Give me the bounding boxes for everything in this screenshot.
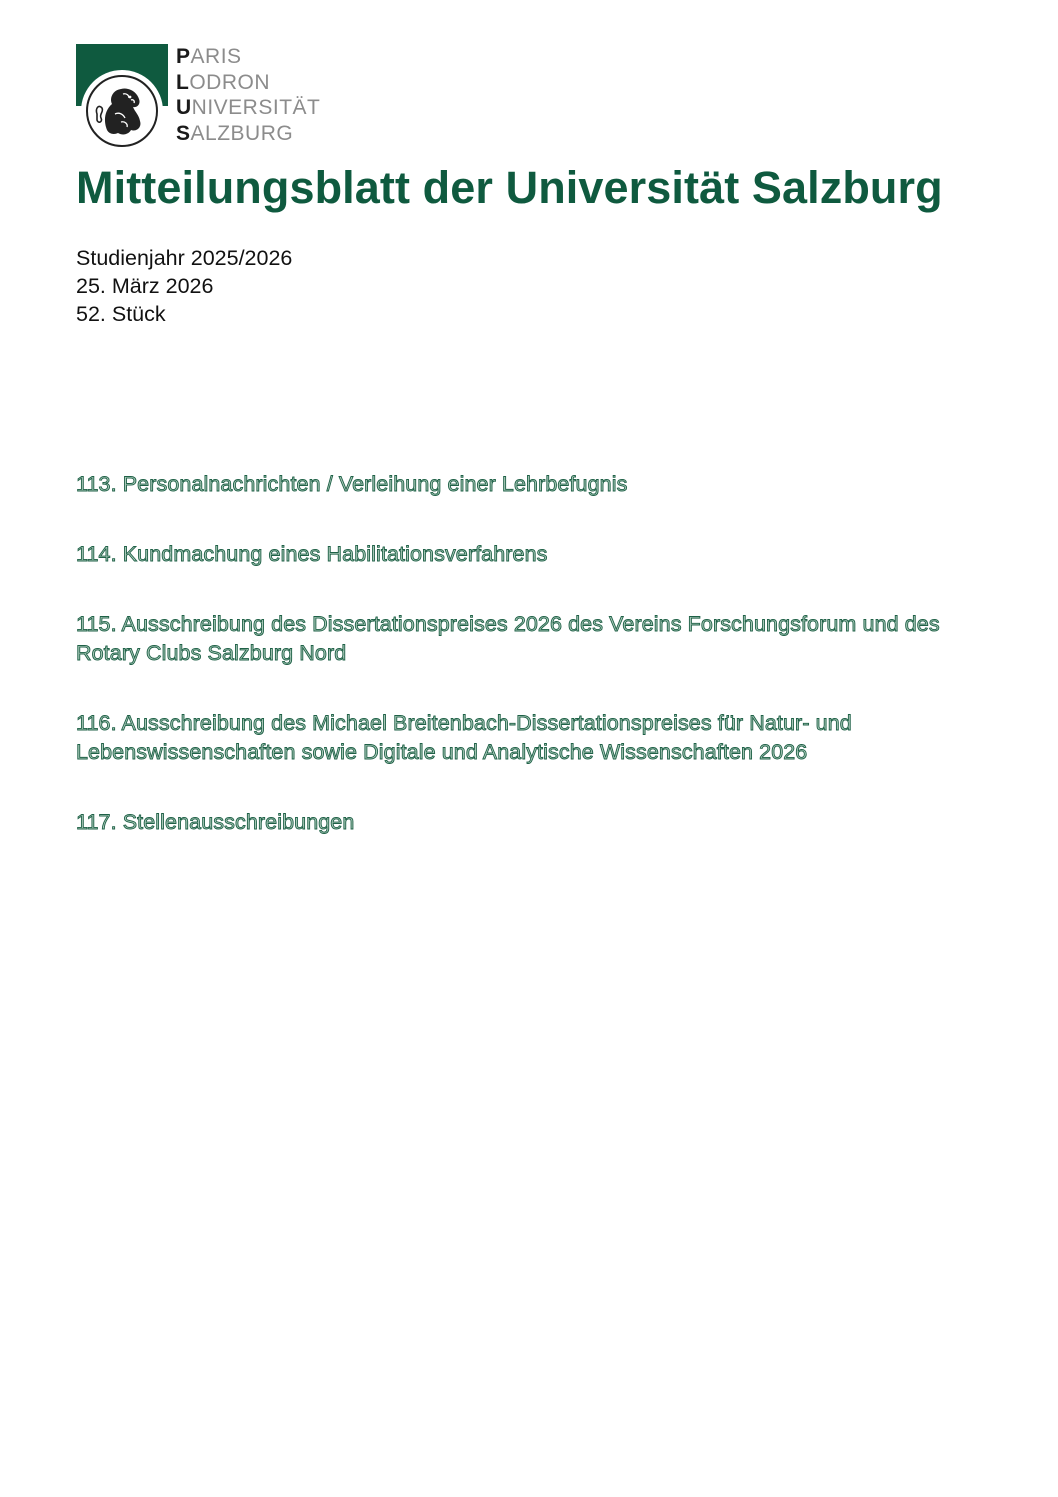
toc-link-117[interactable]: 117. Stellenausschreibungen — [76, 810, 355, 834]
logo-cap: U — [176, 96, 192, 120]
logo-cap: L — [176, 70, 190, 94]
logo-rest: NIVERSITÄT — [191, 96, 321, 120]
logo-rest: ODRON — [189, 70, 270, 94]
academic-year: Studienjahr 2025/2026 — [76, 246, 293, 270]
logo-rest: ARIS — [190, 45, 242, 68]
university-logo — [76, 44, 336, 144]
page-title: Mitteilungsblatt der Universität Salzburg — [76, 162, 943, 213]
issue-metadata — [76, 244, 292, 328]
logo-cap: S — [176, 122, 191, 146]
issue-number: 52. Stück — [76, 302, 166, 326]
logo-wordmark — [176, 44, 320, 147]
logo-rest: ALZBURG — [190, 122, 294, 146]
logo-cap: P — [176, 45, 191, 68]
toc-link-115[interactable]: 115. Ausschreibung des Dissertationspreises 2026 des Vereins Forschungsforum und des Rotary Clubs Salzburg Nord — [76, 612, 940, 665]
toc-link-116[interactable]: 116. Ausschreibung des Michael Breitenbach-Dissertationspreises für Natur- und Lebenswissenschaften sowie Digitale und Analytische Wissenschaften 2026 — [76, 711, 852, 764]
logo-line-salzburg — [176, 121, 320, 147]
logo-line-paris — [176, 44, 320, 70]
issue-date: 25. März 2026 — [76, 274, 214, 298]
logo-line-universitaet — [176, 95, 320, 121]
toc-link-113[interactable]: 113. Personalnachrichten / Verleihung einer Lehrbefugnis — [76, 472, 628, 496]
table-of-contents — [76, 470, 996, 878]
logo-line-lodron — [176, 70, 320, 96]
toc-link-114[interactable]: 114. Kundmachung eines Habilitationsverfahrens — [76, 542, 548, 566]
lion-emblem-icon — [85, 74, 159, 148]
